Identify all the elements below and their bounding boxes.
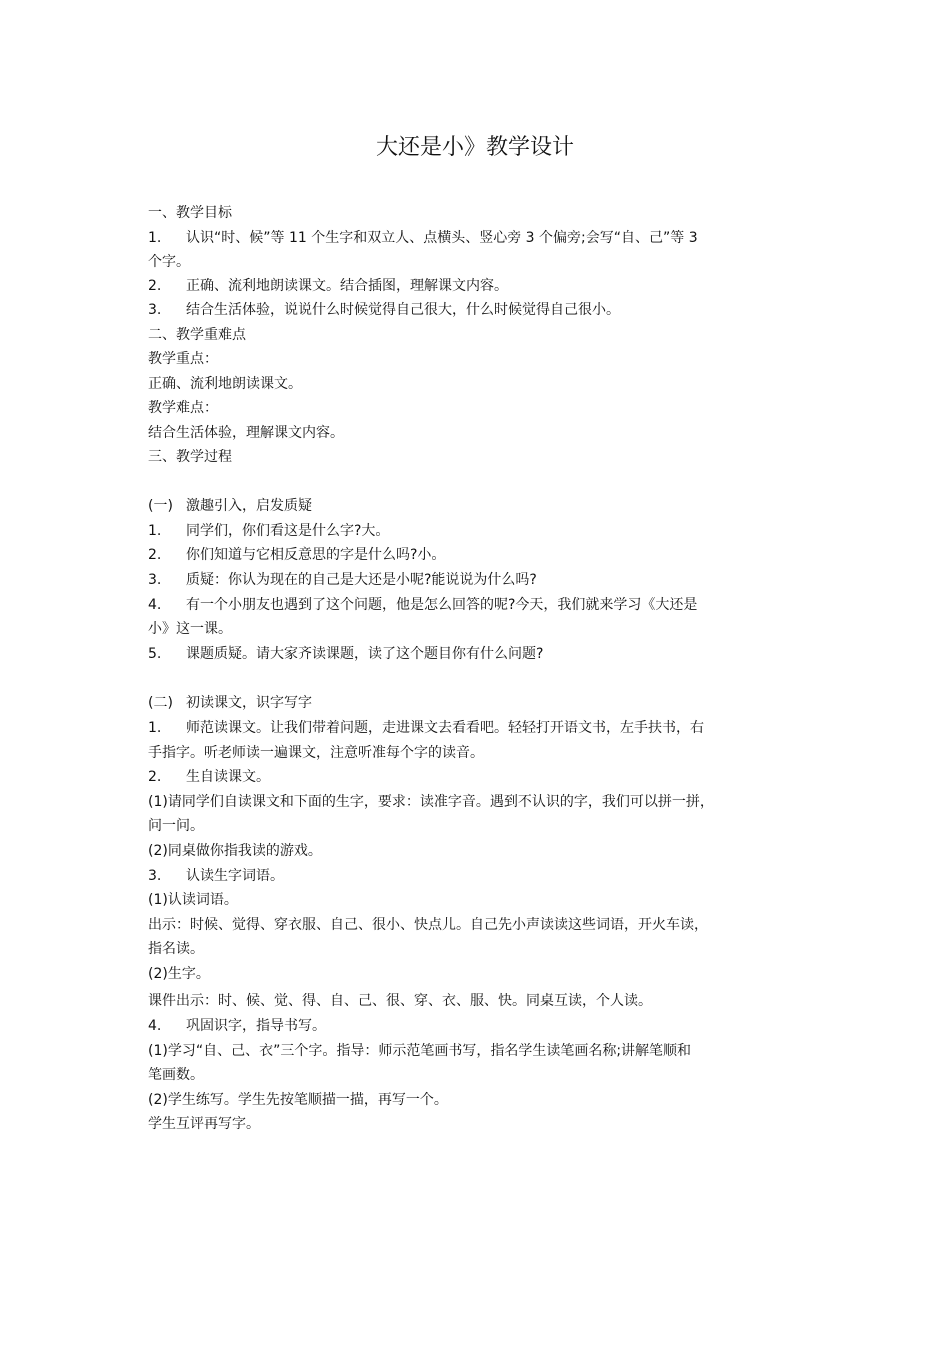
subsection-number: (一) — [148, 498, 173, 514]
item-number: 2. — [148, 278, 162, 294]
paragraph: 课件出示：时、候、觉、得、自、己、很、穿、衣、服、快。同桌互读，个人读。 — [148, 993, 652, 1009]
item-text: 你们知道与它相反意思的字是什么吗?小。 — [186, 547, 446, 563]
item-text: 巩固识字，指导书写。 — [186, 1018, 326, 1034]
list-item — [148, 545, 818, 565]
subsection-heading — [148, 496, 818, 516]
subsection-title: 激趣引入，启发质疑 — [186, 498, 312, 514]
paragraph: 出示：时候、觉得、穿衣服、自己、很小、快点儿。自己先小声读读这些词语，开火车读， — [148, 917, 708, 933]
section-heading: 三、教学过程 — [148, 449, 232, 465]
item-number: 3. — [148, 868, 162, 884]
item-text: 生自读课文。 — [186, 769, 270, 785]
item-text: 认识“时、候”等 11 个生字和双立人、点横头、竖心旁 3 个偏旁;会写“自、己”等 3 — [186, 230, 698, 246]
item-number: 1. — [148, 720, 162, 736]
section-heading: 二、教学重难点 — [148, 327, 246, 343]
item-number: 3. — [148, 572, 162, 588]
list-item — [148, 276, 818, 296]
list-item — [148, 300, 818, 320]
paragraph: 学生互评再写字。 — [148, 1116, 260, 1132]
section-heading: 一、教学目标 — [148, 205, 232, 221]
subsection-title: 初读课文，识字写字 — [186, 695, 312, 711]
list-item — [148, 521, 818, 541]
item-text: 有一个小朋友也遇到了这个问题，他是怎么回答的呢?今天，我们就来学习《大还是 — [186, 597, 698, 613]
list-item — [148, 644, 818, 664]
list-item — [148, 866, 818, 886]
item-continuation: 指名读。 — [148, 941, 204, 957]
sub-item: (1)认读词语。 — [148, 892, 238, 908]
key-label: 教学重点： — [148, 351, 218, 367]
key-text: 正确、流利地朗读课文。 — [148, 376, 302, 392]
list-item — [148, 718, 818, 738]
item-text: 师范读课文。让我们带着问题，走进课文去看看吧。轻轻打开语文书，左手扶书，右 — [186, 720, 704, 736]
item-text: 同学们，你们看这是什么字?大。 — [186, 523, 390, 539]
difficulty-label: 教学难点： — [148, 400, 218, 416]
item-continuation: 手指字。听老师读一遍课文，注意听准每个字的读音。 — [148, 745, 484, 761]
item-number: 5. — [148, 646, 162, 662]
item-continuation: 小》这一课。 — [148, 621, 232, 637]
page-title: 大还是小》教学设计 — [375, 135, 574, 160]
item-text: 质疑：你认为现在的自己是大还是小呢?能说说为什么吗? — [186, 572, 537, 588]
item-number: 2. — [148, 547, 162, 563]
list-item — [148, 228, 818, 248]
item-number: 1. — [148, 523, 162, 539]
sub-item: (1)学习“自、己、衣”三个字。指导：师示范笔画书写，指名学生读笔画名称;讲解笔顺和 — [148, 1043, 692, 1059]
item-number: 4. — [148, 597, 162, 613]
sub-item: (2)学生练写。学生先按笔顺描一描，再写一个。 — [148, 1092, 448, 1108]
item-continuation: 笔画数。 — [148, 1067, 204, 1083]
item-number: 3. — [148, 302, 162, 318]
subsection-heading — [148, 693, 818, 713]
list-item — [148, 570, 818, 590]
difficulty-text: 结合生活体验，理解课文内容。 — [148, 425, 344, 441]
subsection-number: (二) — [148, 695, 173, 711]
item-continuation: 个字。 — [148, 254, 190, 270]
list-item — [148, 767, 818, 787]
item-text: 结合生活体验，说说什么时候觉得自己很大，什么时候觉得自己很小。 — [186, 302, 620, 318]
sub-item: (2)生字。 — [148, 966, 210, 982]
item-number: 2. — [148, 769, 162, 785]
item-number: 4. — [148, 1018, 162, 1034]
item-text: 课题质疑。请大家齐读课题，读了这个题目你有什么问题? — [186, 646, 544, 662]
sub-item: (2)同桌做你指我读的游戏。 — [148, 843, 322, 859]
item-text: 正确、流利地朗读课文。结合插图，理解课文内容。 — [186, 278, 508, 294]
list-item — [148, 1016, 818, 1036]
list-item — [148, 595, 818, 615]
item-continuation: 问一问。 — [148, 818, 204, 834]
item-number: 1. — [148, 230, 162, 246]
item-text: 认读生字词语。 — [186, 868, 284, 884]
sub-item: (1)请同学们自读课文和下面的生字，要求：读准字音。遇到不认识的字，我们可以拼一拼， — [148, 794, 714, 810]
